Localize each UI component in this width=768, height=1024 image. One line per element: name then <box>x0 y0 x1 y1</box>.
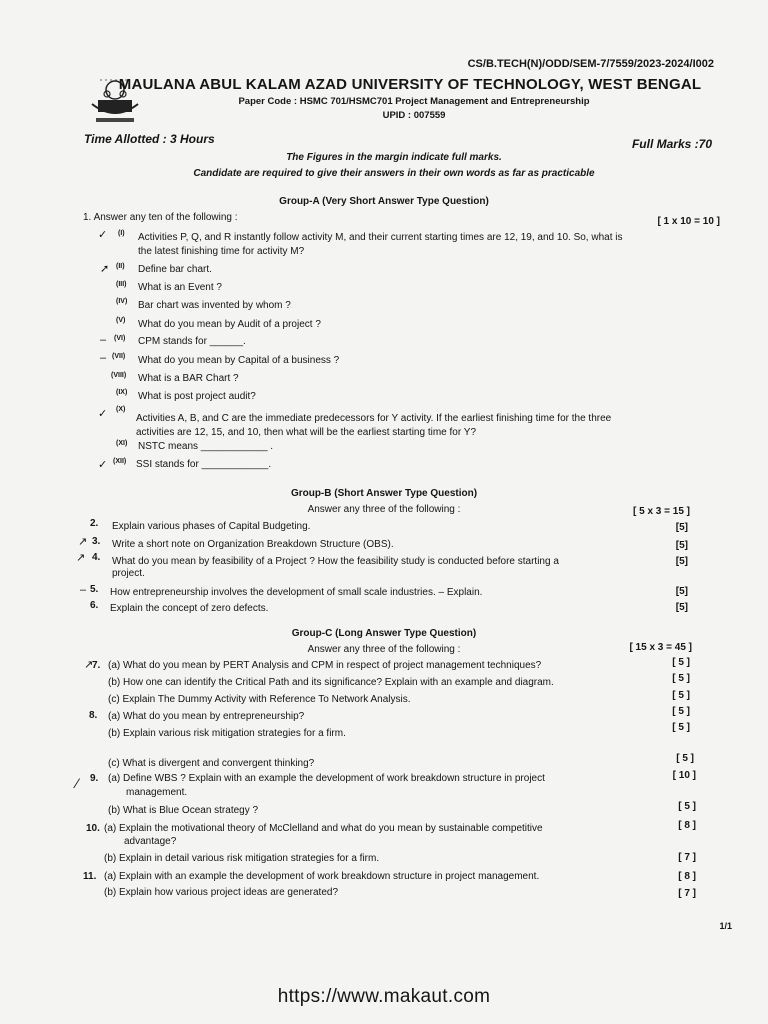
instruction-own-words: Candidate are required to give their answers in their own words as far as practicable <box>193 168 595 179</box>
question-marks: [ 5 ] <box>672 673 690 684</box>
question-marks: [ 5 ] <box>672 722 690 733</box>
question-text: Activities P, Q, and R instantly follow activity M, and their current starting times are 12, 19, and 10. So, what is <box>138 232 623 243</box>
pen-tick-mark: ‒ <box>80 584 87 596</box>
group-c-prompt: Answer any three of the following : <box>307 644 461 655</box>
question-text: Explain the concept of zero defects. <box>110 603 269 614</box>
question-marks: [ 8 ] <box>678 820 696 831</box>
question-marks: [ 8 ] <box>678 871 696 882</box>
question-marks: [5] <box>675 556 688 567</box>
question-text: (b) Explain how various project ideas are generated? <box>104 887 339 898</box>
group-c-marks: [ 15 x 3 = 45 ] <box>629 642 692 653</box>
question-text: Write a short note on Organization Breakdown Structure (OBS). <box>112 539 394 550</box>
question-text: (a) Explain with an example the development of work breakdown structure in project management. <box>104 871 540 882</box>
question-label: (VII) <box>112 353 126 360</box>
question-marks: [5] <box>675 540 688 551</box>
question-text: (a) What do you mean by entrepreneurship? <box>108 711 305 722</box>
question-text: CPM stands for ______. <box>138 336 246 347</box>
pen-tick-mark: ‒ <box>100 352 107 364</box>
question-text: What do you mean by feasibility of a Project ? How the feasibility study is conducted before starting a <box>112 556 559 567</box>
question-number: 9. <box>90 773 99 784</box>
page-number: 1/1 <box>719 921 732 931</box>
question-label: (III) <box>116 281 127 288</box>
group-b-prompt: Answer any three of the following : <box>307 504 461 515</box>
question-label: (XI) <box>116 440 128 447</box>
question-text: What is post project audit? <box>138 391 256 402</box>
question-text: What is a BAR Chart ? <box>138 373 239 384</box>
question-text: Define bar chart. <box>138 264 212 275</box>
pen-tick-mark: ⁄ <box>76 775 79 791</box>
question-marks: [5] <box>675 522 688 533</box>
question-marks: [ 7 ] <box>678 888 696 899</box>
question-number: 8. <box>89 710 98 721</box>
question-number: 7. <box>92 660 101 671</box>
upid: UPID : 007559 <box>382 110 446 121</box>
question-text: (a) Explain the motivational theory of McClelland and what do you mean by sustainable competitive <box>104 823 543 834</box>
question-text: SSI stands for ____________. <box>136 459 272 470</box>
question-label: (VI) <box>114 335 126 342</box>
paper-code: Paper Code : HSMC 701/HSMC701 Project Management and Entrepreneurship <box>238 96 590 107</box>
question-text: (c) Explain The Dummy Activity with Reference To Network Analysis. <box>108 694 411 705</box>
question-text: NSTC means ____________ . <box>138 441 274 452</box>
question-text: How entrepreneurship involves the development of small scale industries. – Explain. <box>110 587 483 598</box>
question-text: (b) What is Blue Ocean strategy ? <box>108 805 259 816</box>
question-text: Bar chart was invented by whom ? <box>138 300 291 311</box>
question-number: 4. <box>92 552 101 563</box>
pen-tick-mark: ↗ <box>78 536 88 548</box>
question-text: (b) Explain in detail various risk mitigation strategies for a firm. <box>104 853 380 864</box>
question-label: (I) <box>118 230 125 237</box>
question-text: (b) Explain various risk mitigation strategies for a firm. <box>108 728 346 739</box>
group-b-title: Group-B (Short Answer Type Question) <box>290 488 478 499</box>
group-c-title: Group-C (Long Answer Type Question) <box>291 628 477 639</box>
question-text: What do you mean by Capital of a business ? <box>138 355 340 366</box>
group-a-title: Group-A (Very Short Answer Type Question) <box>279 196 489 207</box>
question-marks: [ 5 ] <box>672 690 690 701</box>
question-label: (XII) <box>113 458 127 465</box>
question-label: (IV) <box>116 298 128 305</box>
question-text: Explain various phases of Capital Budgeting. <box>112 521 311 532</box>
question-label: (II) <box>116 263 125 270</box>
pen-tick-mark: ‒ <box>100 334 107 346</box>
group-a-prompt: 1. Answer any ten of the following : <box>83 212 238 223</box>
group-a-marks: [ 1 x 10 = 10 ] <box>657 216 720 227</box>
pen-tick-mark: ✓ <box>98 408 108 420</box>
question-marks: [5] <box>675 602 688 613</box>
question-marks: [ 5 ] <box>678 801 696 812</box>
question-marks: [ 10 ] <box>672 770 696 781</box>
group-b-marks: [ 5 x 3 = 15 ] <box>633 506 690 517</box>
pen-tick-mark: ✓ <box>98 229 108 241</box>
question-number: 5. <box>90 584 99 595</box>
question-number: 3. <box>92 536 101 547</box>
time-allotted: Time Allotted : 3 Hours <box>84 132 215 146</box>
question-number: 2. <box>90 518 99 529</box>
question-text: (b) How one can identify the Critical Path and its significance? Explain with an example and diagram. <box>108 677 554 688</box>
question-text: What is an Event ? <box>138 282 222 293</box>
question-label: (VIII) <box>111 372 127 379</box>
question-text: Activities A, B, and C are the immediate predecessors for Y activity. If the earliest finishing time for the three <box>136 413 612 424</box>
exam-code: CS/B.TECH(N)/ODD/SEM-7/7559/2023-2024/I002 <box>467 58 714 70</box>
question-text: (a) What do you mean by PERT Analysis and CPM in respect of project management techniques? <box>108 660 542 671</box>
pen-tick-mark: ↗ <box>84 659 94 671</box>
question-label: (V) <box>116 317 126 324</box>
question-label: (IX) <box>116 389 128 396</box>
question-text-continued: project. <box>112 568 145 579</box>
question-text-continued: the latest finishing time for activity M? <box>138 246 305 257</box>
question-text: (a) Define WBS ? Explain with an example the development of work breakdown structure in project <box>108 773 545 784</box>
question-number: 6. <box>90 600 99 611</box>
question-marks: [5] <box>675 586 688 597</box>
question-marks: [ 7 ] <box>678 852 696 863</box>
question-number: 10. <box>86 823 100 834</box>
university-name: MAULANA ABUL KALAM AZAD UNIVERSITY OF TECHNOLOGY, WEST BENGAL <box>118 76 702 93</box>
question-text: (c) What is divergent and convergent thinking? <box>108 758 315 769</box>
pen-tick-mark: ✓ <box>98 459 108 471</box>
question-text: What do you mean by Audit of a project ? <box>138 319 321 330</box>
question-label: (X) <box>116 406 126 413</box>
footer-url: https://www.makaut.com <box>277 986 491 1007</box>
question-number: 11. <box>83 871 97 882</box>
question-text-continued: management. <box>126 787 188 798</box>
full-marks: Full Marks :70 <box>631 137 712 151</box>
question-marks: [ 5 ] <box>676 753 694 764</box>
question-text-continued: advantage? <box>124 836 177 847</box>
pen-tick-mark: ➚ <box>100 263 110 275</box>
instruction-marks: The Figures in the margin indicate full marks. <box>286 152 502 163</box>
question-marks: [ 5 ] <box>672 657 690 668</box>
pen-tick-mark: ↗ <box>76 552 86 564</box>
question-marks: [ 5 ] <box>672 706 690 717</box>
question-text-continued: activities are 12, 15, and 10, then what will be the earliest starting time for Y? <box>136 427 476 438</box>
